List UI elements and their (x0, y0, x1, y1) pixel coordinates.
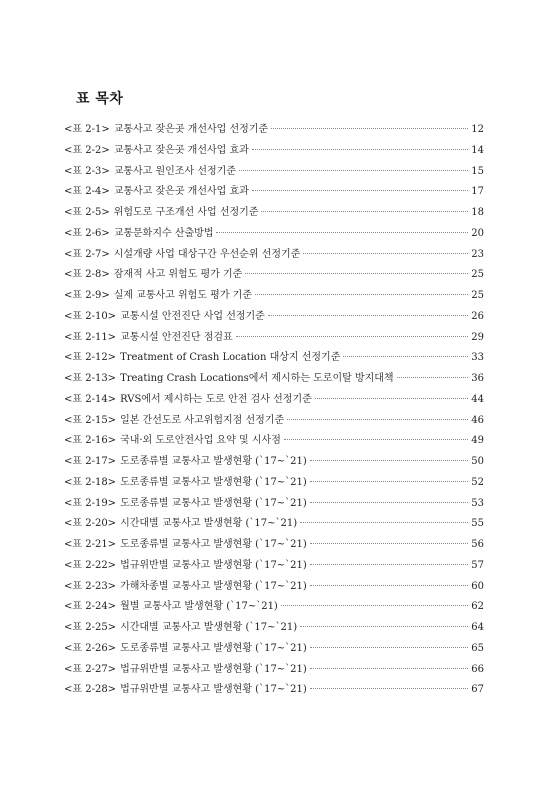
toc-entry-label: <표 2-6> (64, 227, 110, 239)
toc-entry-title: 법규위반별 교통사고 발생현황 (`17~`21) (120, 663, 307, 675)
toc-leader-dots (284, 439, 468, 440)
toc-entry-page-number: 65 (471, 642, 484, 654)
toc-entry-title: 법규위반별 교통사고 발생현황 (`17~`21) (120, 559, 307, 571)
toc-entry[interactable] (64, 431, 484, 452)
toc-entry-title: 교통시설 안전진단 사업 선정기준 (120, 310, 265, 322)
toc-entry-title: 도로종류별 교통사고 발생현황 (`17~`21) (120, 456, 307, 467)
toc-entry-page-number: 20 (471, 227, 484, 239)
toc-entry-page-number: 64 (471, 622, 484, 633)
toc-entry-label: <표 2-1> (64, 124, 110, 135)
toc-leader-dots (310, 668, 468, 669)
toc-leader-dots (268, 315, 468, 316)
toc-entry-title: 국내·외 도로안전사업 요약 및 시사점 (120, 435, 281, 447)
toc-entry-label: <표 2-10> (64, 310, 117, 322)
toc-entry-page-number: 50 (471, 456, 484, 467)
toc-entry-page-number: 53 (471, 497, 484, 509)
toc-entry-label: <표 2-14> (64, 393, 117, 405)
toc-entry-title: 위험도로 구조개선 사업 선정기준 (113, 207, 259, 218)
toc-entry[interactable] (64, 535, 484, 556)
page-title: 표 목차 (76, 91, 124, 107)
toc-entry[interactable] (64, 328, 484, 349)
toc-entry[interactable] (64, 162, 484, 183)
toc-entry-label: <표 2-18> (64, 476, 117, 488)
toc-entry-label: <표 2-28> (64, 684, 117, 696)
toc-entry-title: 교통문화지수 산출방법 (113, 227, 214, 239)
toc-entry-label: <표 2-20> (64, 518, 117, 530)
toc-entry-label: <표 2-2> (64, 144, 110, 156)
toc-entry-title: 도로종류별 교통사고 발생현황 (`17~`21) (120, 642, 307, 654)
toc-entry[interactable] (64, 141, 484, 162)
toc-entry[interactable] (64, 411, 484, 432)
toc-entry-title: 시간대별 교통사고 발생현황 (`17~`21) (120, 518, 298, 530)
toc-entry-label: <표 2-15> (64, 414, 117, 426)
toc-entry-label: <표 2-11> (64, 331, 117, 343)
toc-entry-label: <표 2-21> (64, 539, 117, 550)
toc-entry[interactable] (64, 597, 484, 618)
toc-entry-label: <표 2-7> (64, 248, 110, 260)
toc-entry-title: 가해차종별 교통사고 발생현황 (`17~`21) (120, 580, 307, 592)
toc-entry-title: 교통사고 잦은곳 개선사업 선정기준 (113, 124, 269, 135)
toc-entry-page-number: 12 (471, 124, 484, 135)
table-of-contents-list (64, 120, 484, 701)
toc-leader-dots (310, 481, 468, 482)
toc-entry-page-number: 14 (471, 144, 484, 156)
toc-leader-dots (310, 502, 468, 503)
toc-entry-label: <표 2-26> (64, 642, 117, 654)
toc-entry-label: <표 2-5> (64, 207, 110, 218)
toc-entry-page-number: 15 (471, 165, 484, 177)
toc-leader-dots (216, 232, 468, 233)
toc-entry-label: <표 2-19> (64, 497, 117, 509)
toc-leader-dots (300, 626, 468, 627)
toc-entry-title: 일본 간선도로 사고위험지점 선정기준 (120, 414, 285, 426)
toc-entry-page-number: 67 (471, 684, 484, 696)
toc-leader-dots (236, 336, 469, 337)
toc-entry-title: 실제 교통사고 위험도 평가 기준 (113, 290, 252, 301)
toc-entry-label: <표 2-9> (64, 290, 110, 301)
toc-entry[interactable] (64, 265, 484, 286)
toc-entry-title: 도로종류별 교통사고 발생현황 (`17~`21) (120, 539, 307, 550)
toc-entry-title: 교통사고 잦은곳 개선사업 효과 (113, 186, 249, 198)
toc-entry-title: 월별 교통사고 발생현황 (`17~`21) (120, 601, 278, 613)
toc-leader-dots (310, 647, 468, 648)
toc-entry-label: <표 2-16> (64, 435, 117, 447)
toc-leader-dots (255, 294, 468, 295)
toc-entry-page-number: 46 (471, 414, 484, 426)
toc-entry-page-number: 36 (471, 373, 484, 384)
toc-entry-page-number: 23 (471, 248, 484, 260)
toc-leader-dots (245, 273, 468, 274)
toc-entry[interactable] (64, 224, 484, 245)
toc-leader-dots (239, 170, 468, 171)
toc-entry[interactable] (64, 577, 484, 598)
toc-entry[interactable] (64, 390, 484, 411)
toc-leader-dots (261, 211, 468, 212)
toc-entry-title: 도로종류별 교통사고 발생현황 (`17~`21) (120, 476, 307, 488)
toc-entry[interactable] (64, 348, 484, 369)
toc-leader-dots (343, 356, 468, 357)
toc-entry-label: <표 2-12> (64, 352, 117, 364)
toc-entry-page-number: 66 (471, 663, 484, 675)
toc-entry-page-number: 18 (471, 207, 484, 218)
toc-entry-title: 시설개량 사업 대상구간 우선순위 선정기준 (113, 248, 301, 260)
toc-entry[interactable] (64, 680, 484, 701)
toc-entry-page-number: 55 (471, 518, 484, 530)
toc-entry-page-number: 60 (471, 580, 484, 592)
toc-entry[interactable] (64, 618, 484, 639)
toc-entry-label: <표 2-23> (64, 580, 117, 592)
toc-leader-dots (310, 585, 468, 586)
toc-entry[interactable] (64, 639, 484, 660)
toc-entry[interactable] (64, 182, 484, 203)
toc-entry-page-number: 57 (471, 559, 484, 571)
toc-entry-page-number: 26 (471, 310, 484, 322)
toc-leader-dots (315, 398, 469, 399)
toc-entry-title: Treating Crash Locations에서 제시하는 도로이탈 방지대책 (120, 373, 394, 384)
toc-entry[interactable] (64, 307, 484, 328)
toc-entry[interactable] (64, 452, 484, 473)
toc-entry-label: <표 2-25> (64, 622, 117, 633)
toc-entry-page-number: 29 (471, 331, 484, 343)
toc-entry-title: 잠재적 사고 위험도 평가 기준 (113, 269, 243, 281)
toc-leader-dots (310, 688, 468, 689)
toc-leader-dots (310, 564, 468, 565)
toc-entry[interactable] (64, 660, 484, 681)
toc-entry-title: RVS에서 제시하는 도로 안전 검사 선정기준 (120, 393, 312, 405)
toc-entry[interactable] (64, 369, 484, 390)
toc-entry-label: <표 2-8> (64, 269, 110, 281)
toc-entry-title: 법규위반별 교통사고 발생현황 (`17~`21) (120, 684, 307, 696)
toc-leader-dots (300, 522, 468, 523)
toc-leader-dots (397, 377, 469, 378)
toc-entry[interactable] (64, 203, 484, 224)
toc-entry-page-number: 52 (471, 476, 484, 488)
toc-leader-dots (252, 190, 468, 191)
toc-leader-dots (252, 149, 468, 150)
toc-entry-label: <표 2-22> (64, 559, 117, 571)
toc-entry[interactable] (64, 245, 484, 266)
toc-entry-title: 교통시설 안전진단 점검표 (120, 331, 233, 343)
toc-entry-label: <표 2-17> (64, 456, 117, 467)
toc-leader-dots (310, 543, 468, 544)
toc-entry-page-number: 44 (471, 393, 484, 405)
toc-entry-title: 교통사고 원인조사 선정기준 (113, 165, 236, 177)
toc-entry-page-number: 49 (471, 435, 484, 447)
toc-leader-dots (287, 419, 468, 420)
toc-entry[interactable] (64, 120, 484, 141)
toc-entry-title: 도로종류별 교통사고 발생현황 (`17~`21) (120, 497, 307, 509)
toc-entry-page-number: 56 (471, 539, 484, 550)
toc-entry-page-number: 25 (471, 290, 484, 301)
toc-leader-dots (310, 460, 468, 461)
toc-entry-title: 교통사고 잦은곳 개선사업 효과 (113, 144, 249, 156)
toc-entry-label: <표 2-3> (64, 165, 110, 177)
toc-entry-page-number: 17 (471, 186, 484, 198)
toc-entry[interactable] (64, 473, 484, 494)
toc-entry[interactable] (64, 286, 484, 307)
toc-entry[interactable] (64, 556, 484, 577)
toc-leader-dots (303, 253, 468, 254)
toc-entry-page-number: 33 (471, 352, 484, 364)
toc-entry-label: <표 2-13> (64, 373, 117, 384)
toc-entry[interactable] (64, 514, 484, 535)
toc-entry-label: <표 2-27> (64, 663, 117, 675)
toc-leader-dots (281, 605, 468, 606)
toc-entry-page-number: 62 (471, 601, 484, 613)
toc-entry-page-number: 25 (471, 269, 484, 281)
toc-entry-label: <표 2-24> (64, 601, 117, 613)
toc-entry-title: 시간대별 교통사고 발생현황 (`17~`21) (120, 622, 298, 633)
toc-entry[interactable] (64, 494, 484, 515)
toc-entry-label: <표 2-4> (64, 186, 110, 198)
toc-leader-dots (271, 128, 468, 129)
toc-entry-title: Treatment of Crash Location 대상지 선정기준 (120, 352, 341, 364)
